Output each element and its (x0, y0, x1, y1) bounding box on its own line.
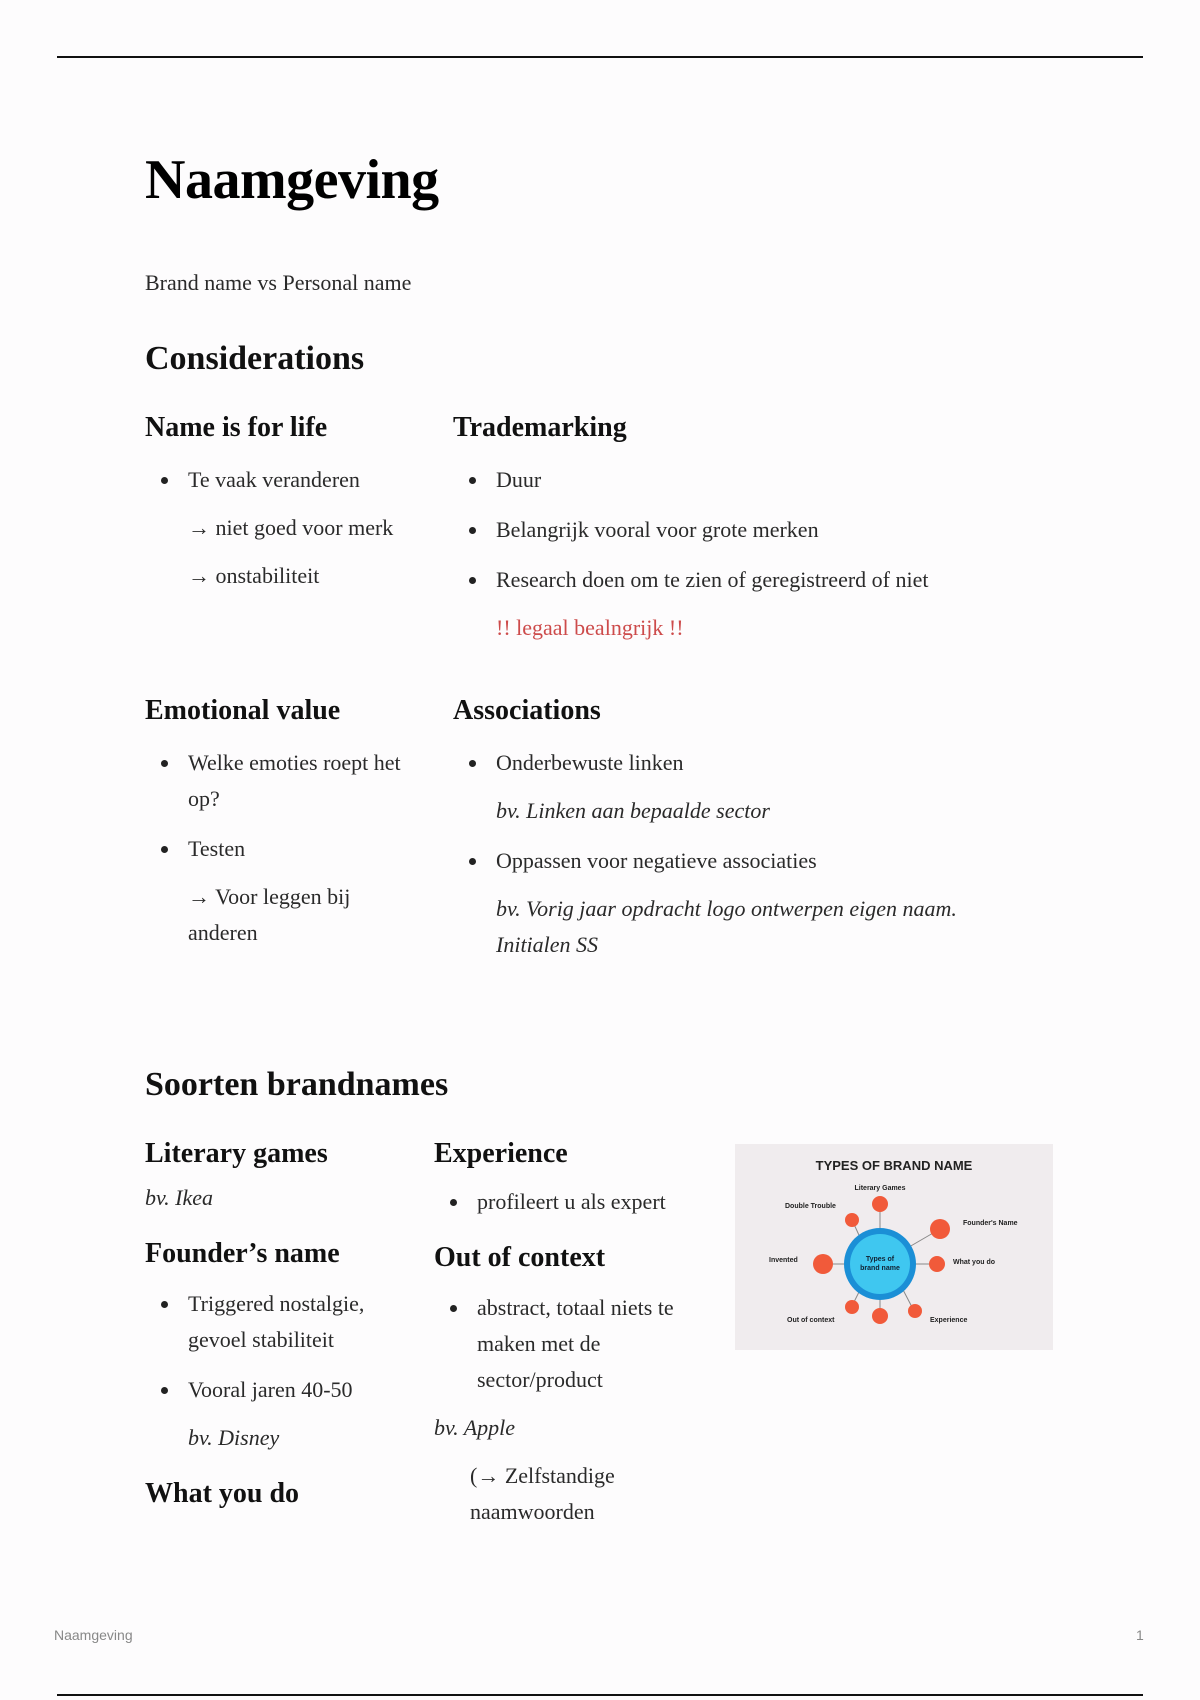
svg-text:Founder's Name: Founder's Name (963, 1220, 1018, 1227)
diagram-title: TYPES OF BRAND NAME (815, 1158, 973, 1173)
founders-name-heading: Founder’s name (145, 1238, 340, 1269)
associations-heading: Associations (453, 695, 601, 726)
node-literary (872, 1196, 888, 1212)
arrow-note: → onstabiliteit (188, 563, 320, 588)
experience-heading: Experience (434, 1138, 568, 1169)
list-item: Testen (145, 831, 410, 867)
what-you-do-heading: What you do (145, 1478, 300, 1509)
emotional-value-section (145, 695, 410, 951)
node-founder (930, 1219, 950, 1239)
out-of-context-heading: Out of context (434, 1242, 606, 1273)
list-item: Duur (453, 462, 1053, 498)
soorten-left-column (145, 1138, 410, 1510)
soorten-heading: Soorten brandnames (145, 1066, 449, 1103)
literary-games-heading: Literary games (145, 1138, 328, 1169)
associations-section (453, 695, 1053, 963)
arrow-note: → niet goed voor merk (188, 515, 394, 540)
diagram-graphic (735, 1144, 1053, 1350)
svg-text:What you do: What you do (953, 1259, 995, 1266)
name-for-life-heading: Name is for life (145, 412, 328, 443)
note-text: (→ Zelfstandige naamwoorden (470, 1463, 615, 1524)
example-text: bv. Ikea (145, 1185, 213, 1210)
page-number: 1 (1136, 1627, 1144, 1643)
trademarking-heading: Trademarking (453, 412, 627, 443)
bottom-rule (57, 1694, 1143, 1696)
brand-name-types-diagram (735, 1144, 1053, 1350)
svg-text:Invented: Invented (769, 1257, 798, 1264)
node-small (872, 1308, 888, 1324)
svg-text:brand name: brand name (860, 1265, 900, 1272)
page-title: Naamgeving (145, 149, 439, 211)
list-item: Welke emoties roept het op? (145, 745, 410, 817)
list-item: Oppassen voor negatieve associaties (453, 843, 1053, 879)
svg-text:Double Trouble: Double Trouble (785, 1203, 836, 1210)
name-for-life-section (145, 412, 410, 594)
list-item: profileert u als expert (434, 1184, 704, 1220)
list-item: abstract, totaal niets te maken met de sector/product (434, 1290, 702, 1398)
considerations-heading: Considerations (145, 340, 365, 377)
subtitle: Brand name vs Personal name (145, 270, 412, 295)
node-experience (908, 1304, 922, 1318)
node-what-you-do (929, 1256, 945, 1272)
list-item: Te vaak veranderen (145, 462, 410, 498)
example-text: bv. Linken aan bepaalde sector (496, 798, 770, 823)
legal-warning: !! legaal bealngrijk !! (496, 615, 684, 640)
example-text: bv. Disney (188, 1425, 280, 1450)
node-invented (813, 1254, 833, 1274)
svg-text:Experience: Experience (930, 1317, 968, 1324)
soorten-middle-column (434, 1138, 704, 1530)
arrow-note: → Voor leggen bij anderen (188, 884, 351, 945)
footer-title: Naamgeving (54, 1627, 133, 1643)
example-text: bv. Apple (434, 1415, 516, 1440)
svg-text:Literary Games: Literary Games (854, 1185, 906, 1192)
list-item: Triggered nostalgie, gevoel stabiliteit (145, 1286, 410, 1358)
trademarking-section (453, 412, 1053, 646)
top-rule (57, 56, 1143, 58)
center-circle (850, 1234, 910, 1294)
list-item: Onderbewuste linken (453, 745, 1053, 781)
node-double-trouble (845, 1213, 859, 1227)
list-item: Research doen om te zien of geregistreerd of niet (453, 562, 1053, 598)
emotional-value-heading: Emotional value (145, 695, 341, 726)
list-item: Vooral jaren 40-50 (145, 1372, 410, 1408)
node-out-of-context (845, 1300, 859, 1314)
list-item: Belangrijk vooral voor grote merken (453, 512, 1053, 548)
example-text: bv. Vorig jaar opdracht logo ontwerpen eigen naam. Initialen SS (496, 896, 957, 957)
svg-text:Out of context: Out of context (787, 1317, 835, 1324)
svg-text:Types of: Types of (865, 1256, 895, 1263)
